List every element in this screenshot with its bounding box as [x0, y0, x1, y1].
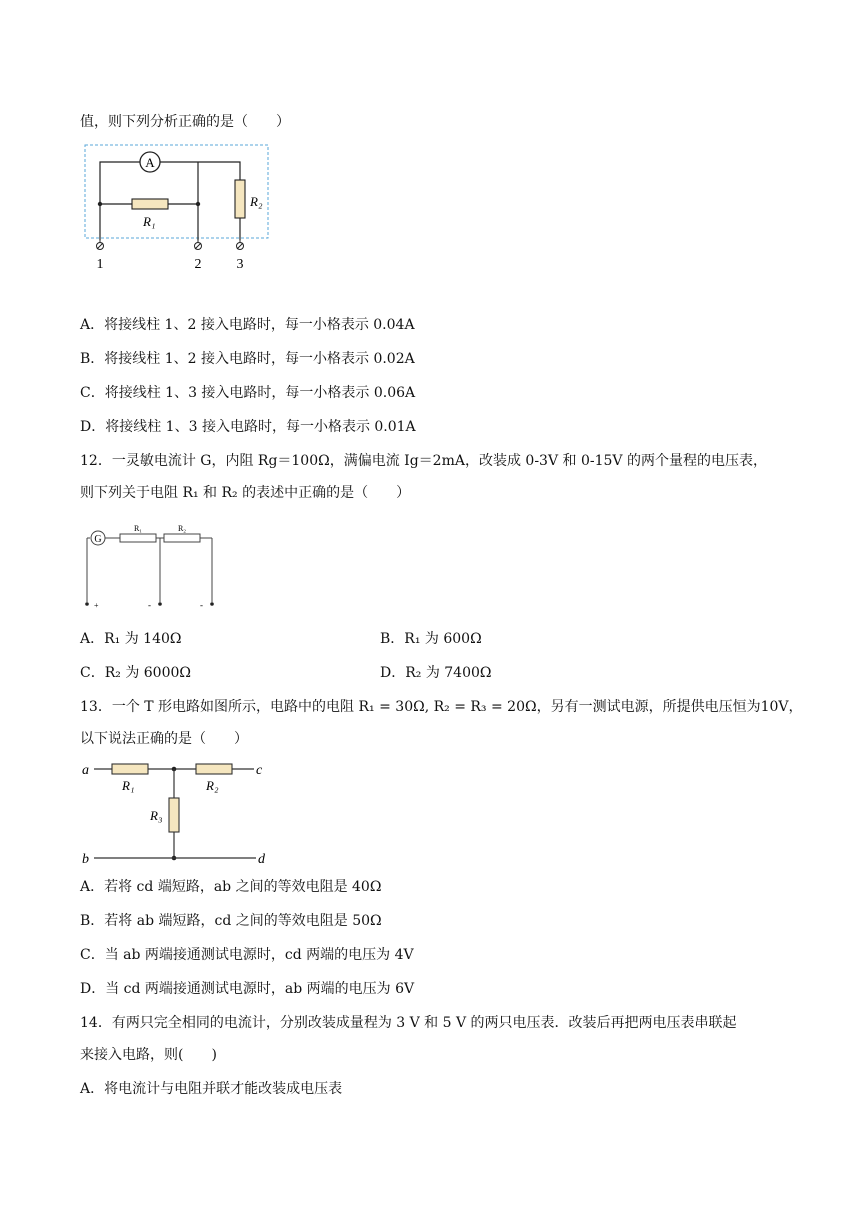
minus2-label: - [200, 600, 203, 610]
q11-option-c: C．将接线柱 1、3 接入电路时，每一小格表示 0.06A [80, 385, 416, 401]
q14-stem-line1: 14．有两只完全相同的电流计，分别改装成量程为 3 V 和 5 V 的两只电压表．改装后再把两电压表串联起 [80, 1015, 737, 1031]
q14-option-a: A．将电流计与电阻并联才能改装成电压表 [80, 1081, 343, 1097]
r1-label: R₁ [133, 524, 143, 533]
terminal-a-label: a [82, 763, 89, 778]
terminal-3-label: 3 [236, 257, 244, 272]
q12-option-c: C．R₂ 为 6000Ω [80, 665, 192, 681]
q13-stem-line2: 以下说法正确的是（ ） [80, 731, 248, 747]
q13-option-a: A．若将 cd 端短路，ab 之间的等效电阻是 40Ω [80, 879, 382, 895]
q12-stem-line2: 则下列关于电阻 R₁ 和 R₂ 的表述中正确的是（ ） [80, 485, 411, 501]
q12-option-b: B．R₁ 为 600Ω [380, 631, 482, 647]
q11-circuit-figure [80, 140, 280, 275]
r2-label: R₂ [177, 524, 187, 533]
q12-option-d: D．R₂ 为 7400Ω [380, 665, 492, 681]
q13-option-d: D．当 cd 两端接通测试电源时，ab 两端的电压为 6V [80, 981, 415, 997]
q12-circuit-figure [80, 520, 230, 612]
r3-label: R₃ [150, 808, 163, 823]
q13-circuit-figure [78, 758, 278, 870]
terminal-d-label: d [258, 852, 265, 867]
q12-stem-line1: 12．一灵敏电流计 G，内阻 Rg＝100Ω，满偏电流 Ig＝2mA，改装成 0-3V 和 0-15V 的两个量程的电压表， [80, 453, 767, 469]
r1-label: R₁ [122, 778, 135, 793]
q13-stem-line1: 13．一个 T 形电路如图所示，电路中的电阻 R₁ = 30Ω, R₂ = R₃ = 20Ω，另有一测试电源，所提供电压恒为10V， [80, 699, 803, 715]
q13-option-b: B．若将 ab 端短路，cd 之间的等效电阻是 50Ω [80, 913, 382, 929]
terminal-b-label: b [82, 852, 89, 867]
r2-label: R₂ [206, 778, 219, 793]
minus1-label: - [148, 600, 151, 610]
q11-stem: 值，则下列分析正确的是（ ） [80, 114, 290, 130]
terminal-2-label: 2 [194, 257, 202, 272]
q11-option-d: D．将接线柱 1、3 接入电路时，每一小格表示 0.01A [80, 419, 416, 435]
galvanometer-label: G [94, 534, 102, 545]
terminal-1-label: 1 [96, 257, 104, 272]
q11-option-a: A．将接线柱 1、2 接入电路时，每一小格表示 0.04A [80, 317, 415, 333]
q13-option-c: C．当 ab 两端接通测试电源时，cd 两端的电压为 4V [80, 947, 414, 963]
plus-label: + [94, 601, 99, 610]
q14-stem-line2: 来接入电路，则( ) [80, 1047, 217, 1063]
ammeter-label: A [145, 155, 155, 170]
q12-option-a: A．R₁ 为 140Ω [80, 631, 182, 647]
terminal-c-label: c [256, 763, 263, 778]
r1-label: R₁ [143, 214, 156, 229]
r2-label: R₂ [250, 194, 263, 209]
q11-option-b: B．将接线柱 1、2 接入电路时，每一小格表示 0.02A [80, 351, 415, 367]
